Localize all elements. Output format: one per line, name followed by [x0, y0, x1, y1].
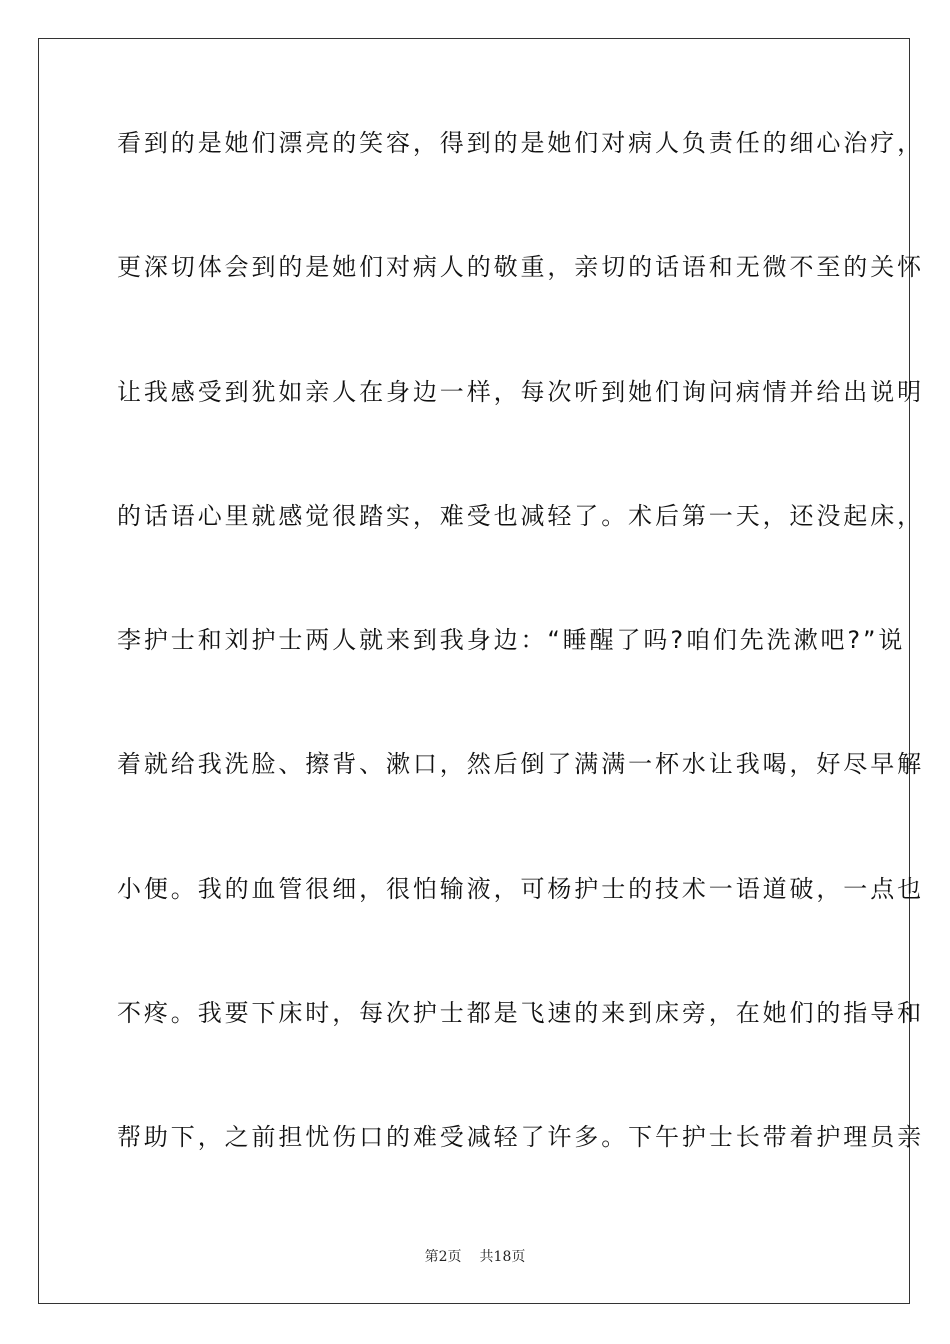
text-line: 帮助下，之前担忧伤口的难受减轻了许多。下午护士长带着护理员亲: [117, 1123, 924, 1152]
page-footer: [0, 1246, 950, 1266]
text-line: 让我感受到犹如亲人在身边一样，每次听到她们询问病情并给出说明: [117, 377, 924, 406]
text-line: 更深切体会到的是她们对病人的敬重，亲切的话语和无微不至的关怀: [117, 253, 924, 282]
page-total: 共18页: [479, 1249, 526, 1265]
text-line: 不疼。我要下床时，每次护士都是飞速的来到床旁，在她们的指导和: [117, 999, 924, 1028]
document-body: [117, 119, 924, 1238]
text-line: 小便。我的血管很细，很怕输液，可杨护士的技术一语道破，一点也: [117, 874, 924, 903]
text-line: 李护士和刘护士两人就来到我身边：“睡醒了吗?咱们先洗漱吧?”说: [117, 626, 906, 655]
page-number: 第2页: [424, 1249, 462, 1265]
text-line: 的话语心里就感觉很踏实，难受也减轻了。术后第一天，还没起床，: [117, 501, 924, 530]
text-line: 看到的是她们漂亮的笑容，得到的是她们对病人负责任的细心治疗，: [117, 129, 924, 157]
text-line: 着就给我洗脸、擦背、漱口，然后倒了满满一杯水让我喝，好尽早解: [117, 750, 924, 779]
